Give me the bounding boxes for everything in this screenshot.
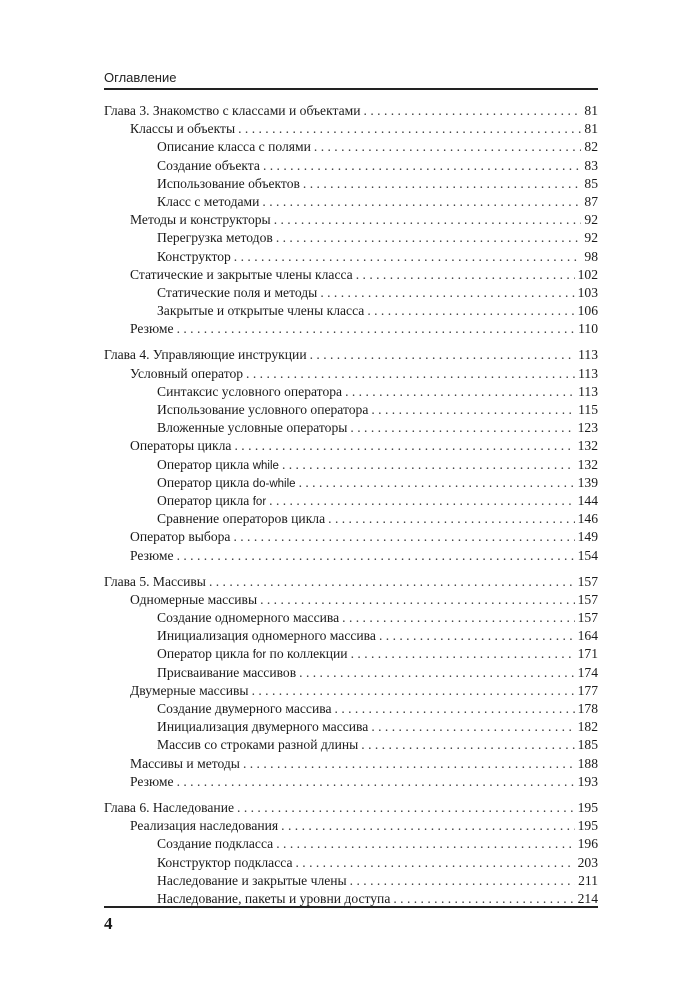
entry-title: Статические поля и методы — [157, 284, 318, 300]
chapter-entry[interactable] — [104, 573, 598, 591]
dot-leader — [367, 302, 574, 320]
toc-entry[interactable] — [104, 835, 598, 853]
entry-title: Глава 5. Массивы — [104, 573, 206, 589]
entry-page-number: 113 — [578, 347, 598, 363]
toc-entry[interactable] — [104, 456, 598, 474]
chapter-group — [104, 799, 598, 908]
toc-entry[interactable] — [104, 419, 598, 437]
entry-title: Одномерные массивы — [130, 591, 258, 607]
dot-leader — [234, 437, 574, 455]
table-of-contents — [104, 102, 598, 916]
toc-entry[interactable] — [104, 609, 598, 627]
entry-page-number: 132 — [577, 456, 598, 472]
toc-entry[interactable] — [104, 854, 598, 872]
entry-title: Двумерные массивы — [130, 682, 249, 698]
entry-title: Создание двумерного массива — [157, 701, 332, 716]
entry-title: Закрытые и открытые члены класса — [157, 303, 365, 319]
entry-code-keyword: for — [252, 495, 267, 508]
toc-entry[interactable] — [104, 401, 598, 419]
entry-title: Вложенные условные операторы — [157, 420, 348, 436]
entry-title-text: Оператор цикла — [157, 456, 253, 472]
entry-page-number: 171 — [577, 646, 598, 662]
toc-entry[interactable] — [104, 718, 598, 736]
entry-title: Класс с методами — [157, 193, 260, 209]
toc-entry[interactable] — [104, 157, 598, 175]
entry-page-number: 146 — [577, 511, 598, 527]
dot-leader — [361, 736, 574, 754]
toc-entry[interactable] — [104, 700, 598, 718]
dot-leader — [282, 456, 575, 474]
dot-leader — [233, 528, 574, 546]
entry-title: Создание подкласса — [157, 836, 274, 852]
entry-title: Описание класса с полями — [157, 139, 311, 155]
dot-leader — [356, 266, 575, 284]
toc-entry[interactable] — [104, 528, 598, 546]
chapter-entry[interactable] — [104, 102, 598, 120]
entry-title: Наследование и закрытые члены — [157, 872, 347, 888]
entry-title: Резюме — [130, 773, 174, 789]
entry-code-keyword: while — [252, 459, 279, 472]
dot-leader — [260, 591, 575, 609]
dot-leader — [314, 138, 582, 156]
entry-page-number: 132 — [577, 438, 598, 454]
toc-entry[interactable] — [104, 664, 598, 682]
entry-title: Синтаксис условного оператора — [157, 383, 343, 399]
toc-entry[interactable] — [104, 365, 598, 383]
toc-entry[interactable] — [104, 817, 598, 835]
entry-page-number: 188 — [577, 755, 598, 771]
entry-title — [157, 456, 279, 475]
dot-leader — [237, 799, 575, 817]
chapter-group — [104, 102, 598, 338]
entry-title: Условный оператор — [130, 365, 244, 381]
toc-entry[interactable] — [104, 682, 598, 700]
header-rule — [104, 88, 598, 90]
entry-title — [157, 474, 296, 493]
entry-title: Создание одномерного массива — [157, 610, 340, 626]
entry-page-number: 85 — [584, 175, 598, 191]
entry-title: Оператор выбора — [130, 529, 231, 545]
dot-leader — [276, 835, 574, 853]
entry-page-number: 139 — [577, 474, 598, 490]
entry-page-number: 203 — [577, 854, 598, 870]
entry-page-number: 110 — [578, 321, 598, 337]
toc-entry[interactable] — [104, 248, 598, 266]
entry-page-number: 177 — [577, 682, 598, 698]
entry-page-number: 113 — [578, 383, 598, 399]
entry-page-number: 195 — [577, 799, 598, 815]
entry-page-number: 87 — [584, 193, 598, 209]
entry-page-number: 178 — [577, 701, 598, 716]
entry-page-number: 83 — [584, 157, 598, 173]
toc-entry[interactable] — [104, 302, 598, 320]
entry-page-number: 81 — [584, 103, 598, 118]
toc-entry[interactable] — [104, 755, 598, 773]
toc-entry[interactable] — [104, 120, 598, 138]
entry-title: Реализация наследования — [130, 818, 279, 834]
entry-page-number: 195 — [577, 818, 598, 834]
entry-title: Массивы и методы — [130, 755, 240, 771]
toc-entry[interactable] — [104, 320, 598, 338]
dot-leader — [371, 401, 575, 419]
entry-title: Конструктор — [157, 248, 231, 264]
toc-entry[interactable] — [104, 773, 598, 791]
chapter-entry[interactable] — [104, 799, 598, 817]
entry-page-number: 182 — [577, 719, 598, 735]
entry-code-keyword: do-while — [252, 477, 296, 490]
entry-title-text: Оператор цикла — [157, 492, 253, 508]
chapter-group — [104, 346, 598, 564]
dot-leader — [310, 346, 576, 364]
dot-leader — [281, 817, 574, 835]
entry-page-number: 157 — [577, 591, 598, 607]
entry-page-number: 92 — [584, 212, 598, 228]
entry-page-number: 113 — [578, 365, 598, 381]
dot-leader — [234, 248, 582, 266]
dot-leader — [350, 872, 575, 890]
entry-page-number: 103 — [577, 284, 598, 300]
entry-title: Массив со строками разной длины — [157, 737, 359, 753]
toc-entry[interactable] — [104, 211, 598, 229]
entry-title: Классы и объекты — [130, 121, 236, 137]
entry-page-number: 193 — [577, 773, 598, 789]
toc-entry[interactable] — [104, 736, 598, 754]
entry-title: Инициализация двумерного массива — [157, 719, 369, 735]
entry-title: Глава 3. Знакомство с классами и объектами — [104, 103, 361, 118]
dot-leader — [252, 682, 575, 700]
toc-entry[interactable] — [104, 138, 598, 156]
dot-leader — [345, 383, 575, 401]
entry-page-number: 196 — [577, 836, 598, 852]
toc-entry[interactable] — [104, 474, 598, 492]
toc-entry[interactable] — [104, 645, 598, 663]
toc-entry[interactable] — [104, 547, 598, 565]
footer-rule — [104, 906, 598, 908]
entry-page-number: 164 — [577, 628, 598, 644]
entry-title — [157, 492, 266, 511]
dot-leader — [263, 157, 581, 175]
entry-page-number: 157 — [577, 573, 598, 589]
dot-leader — [246, 365, 575, 383]
dot-leader — [177, 547, 575, 565]
entry-title: Резюме — [130, 547, 174, 563]
entry-title: Конструктор подкласса — [157, 854, 293, 870]
entry-title-text: Оператор цикла — [157, 474, 253, 490]
toc-entry[interactable] — [104, 437, 598, 455]
entry-page-number: 82 — [584, 139, 598, 155]
entry-page-number: 81 — [584, 121, 598, 137]
toc-entry[interactable] — [104, 383, 598, 401]
dot-leader — [335, 700, 575, 718]
entry-title: Перегрузка методов — [157, 230, 273, 246]
chapter-entry[interactable] — [104, 346, 598, 364]
dot-leader — [351, 645, 575, 663]
dot-leader — [177, 773, 575, 791]
entry-page-number: 98 — [584, 248, 598, 264]
entry-title: Использование условного оператора — [157, 402, 369, 417]
toc-entry[interactable] — [104, 266, 598, 284]
chapter-group — [104, 573, 598, 791]
dot-leader — [328, 510, 574, 528]
dot-leader — [303, 175, 581, 193]
dot-leader — [262, 193, 581, 211]
entry-page-number: 144 — [577, 492, 598, 508]
dot-leader — [364, 102, 582, 120]
entry-title: Наследование, пакеты и уровни доступа — [157, 890, 391, 906]
dot-leader — [320, 284, 574, 302]
entry-title — [157, 645, 348, 664]
dot-leader — [342, 609, 574, 627]
entry-page-number: 214 — [577, 890, 598, 906]
dot-leader — [209, 573, 575, 591]
toc-entry[interactable] — [104, 510, 598, 528]
dot-leader — [295, 854, 574, 872]
entry-page-number: 123 — [577, 420, 598, 436]
entry-title: Глава 6. Наследование — [104, 799, 235, 815]
toc-entry[interactable] — [104, 591, 598, 609]
dot-leader — [371, 718, 574, 736]
entry-title: Методы и конструкторы — [130, 212, 271, 228]
entry-title: Создание объекта — [157, 157, 260, 173]
entry-page-number: 115 — [578, 402, 598, 417]
entry-title: Инициализация одномерного массива — [157, 628, 376, 644]
page-number: 4 — [104, 914, 113, 933]
toc-entry[interactable] — [104, 627, 598, 645]
entry-page-number: 102 — [577, 266, 598, 282]
entry-title-suffix: по коллекции — [266, 646, 348, 662]
entry-page-number: 154 — [577, 547, 598, 563]
entry-title: Резюме — [130, 321, 174, 337]
toc-entry[interactable] — [104, 175, 598, 193]
entry-title: Глава 4. Управляющие инструкции — [104, 347, 307, 363]
entry-title: Присваивание массивов — [157, 664, 297, 680]
toc-entry[interactable] — [104, 229, 598, 247]
entry-code-keyword: for — [252, 649, 267, 662]
entry-title: Статические и закрытые члены класса — [130, 266, 353, 282]
entry-page-number: 92 — [584, 230, 598, 246]
dot-leader — [350, 419, 574, 437]
dot-leader — [238, 120, 581, 138]
dot-leader — [243, 755, 575, 773]
entry-title-text: Оператор цикла — [157, 646, 253, 662]
entry-page-number: 157 — [577, 610, 598, 626]
dot-leader — [299, 474, 575, 492]
dot-leader — [269, 492, 574, 510]
toc-entry[interactable] — [104, 284, 598, 302]
dot-leader — [177, 320, 576, 338]
entry-page-number: 211 — [578, 872, 598, 888]
entry-page-number: 106 — [577, 303, 598, 319]
entry-page-number: 185 — [577, 737, 598, 753]
entry-page-number: 149 — [577, 529, 598, 545]
entry-page-number: 174 — [577, 664, 598, 680]
dot-leader — [274, 211, 582, 229]
dot-leader — [276, 229, 582, 247]
entry-title: Сравнение операторов цикла — [157, 511, 326, 527]
toc-entry[interactable] — [104, 492, 598, 510]
entry-title: Операторы цикла — [130, 438, 232, 454]
running-header: Оглавление — [104, 70, 177, 85]
toc-entry[interactable] — [104, 872, 598, 890]
entry-title: Использование объектов — [157, 175, 300, 191]
dot-leader — [299, 664, 574, 682]
dot-leader — [379, 627, 575, 645]
toc-entry[interactable] — [104, 193, 598, 211]
